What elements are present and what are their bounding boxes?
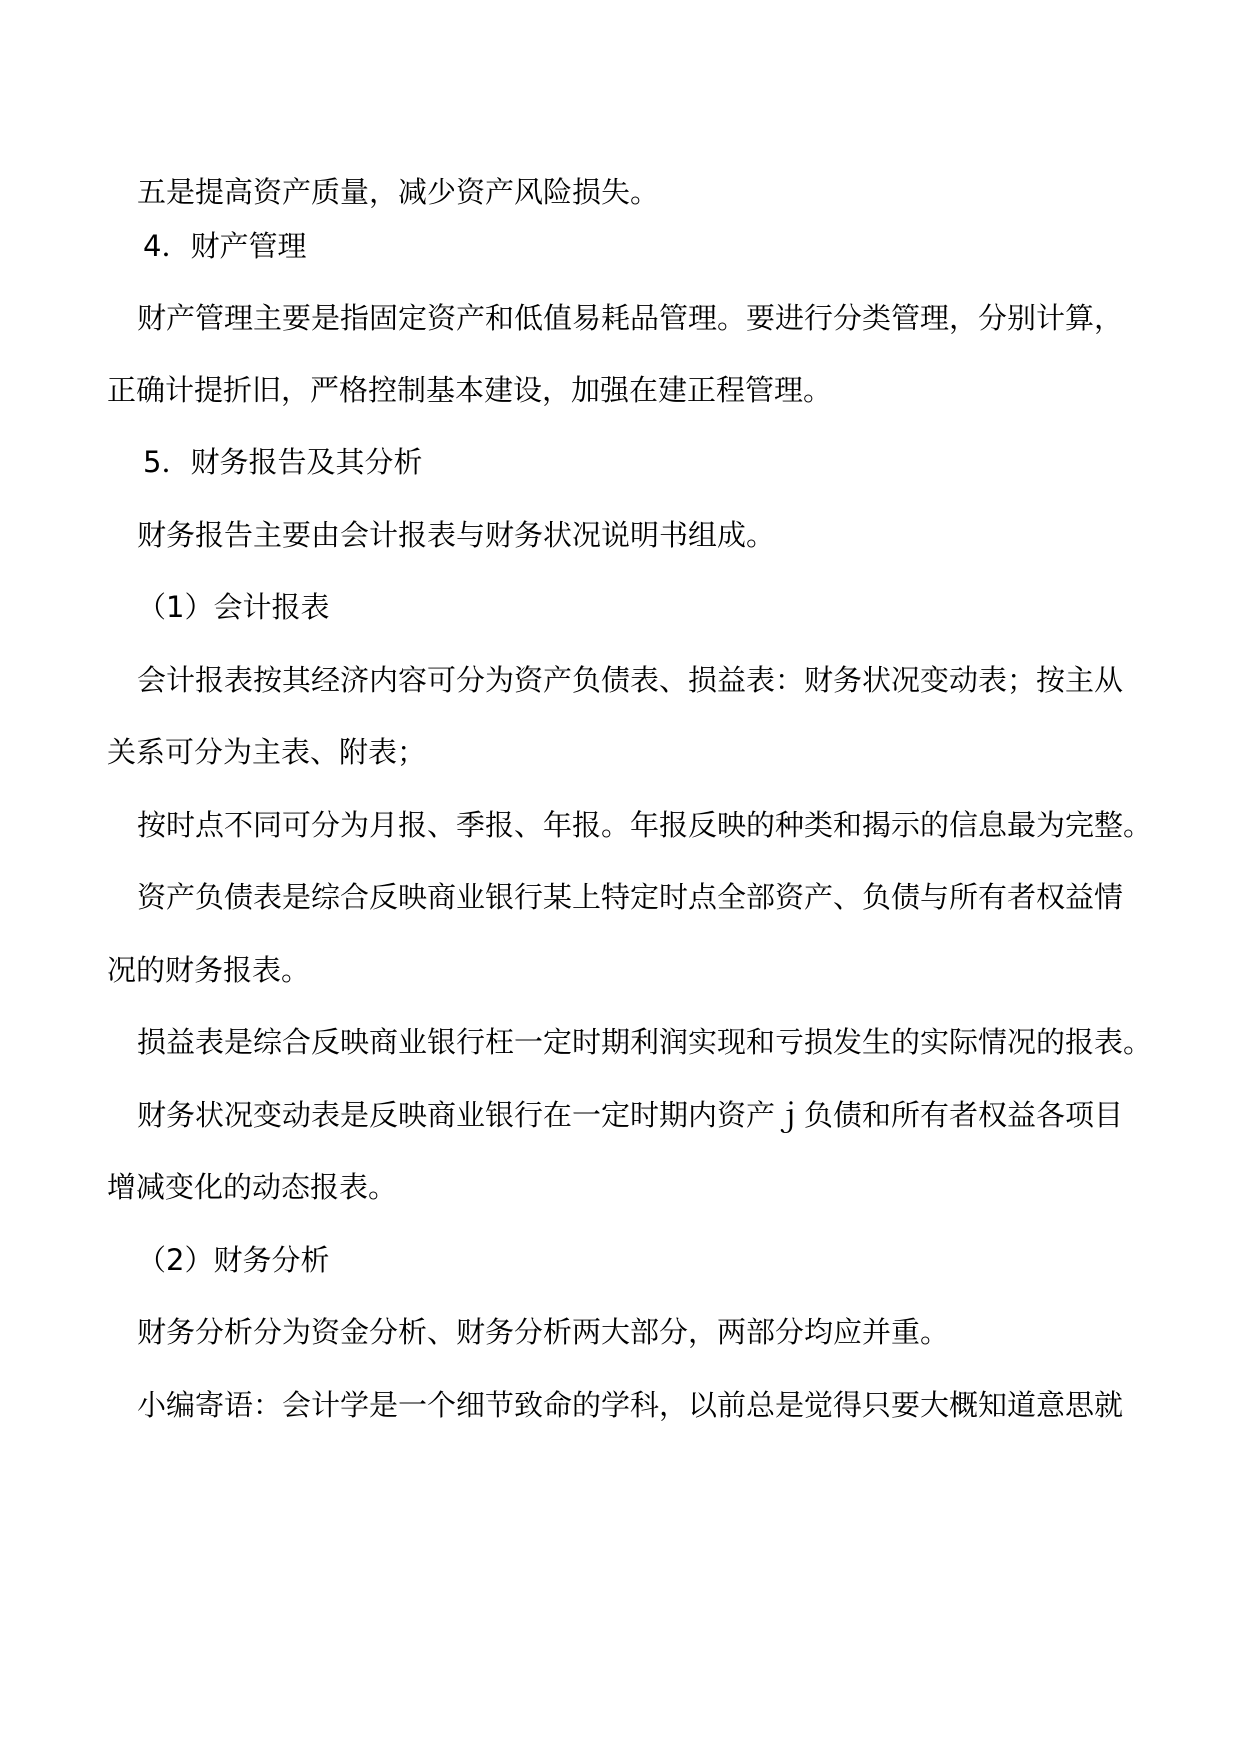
paragraph-line: 五是提高资产质量，减少资产风险损失。 [137, 175, 660, 209]
section-heading: 5．财务报告及其分析 [143, 445, 423, 479]
paragraph-line: 资产负债表是综合反映商业银行某上特定时点全部资产、负债与所有者权益情 [137, 880, 1124, 914]
paragraph-line: 小编寄语：会计学是一个细节致命的学科，以前总是觉得只要大概知道意思就 [137, 1388, 1124, 1422]
paragraph-line: 会计报表按其经济内容可分为资产负债表、损益表：财务状况变动表；按主从 [137, 663, 1124, 697]
subsection-heading: （1）会计报表 [137, 590, 330, 624]
paragraph-line: 财产管理主要是指固定资产和低值易耗品管理。要进行分类管理，分别计算， [137, 301, 1124, 335]
subsection-heading: （2）财务分析 [137, 1243, 330, 1277]
paragraph-line: 关系可分为主表、附表； [107, 735, 427, 769]
paragraph-line: 财务分析分为资金分析、财务分析两大部分，两部分均应并重。 [137, 1315, 950, 1349]
paragraph-line: 按时点不同可分为月报、季报、年报。年报反映的种类和揭示的信息最为完整。 [137, 808, 1153, 842]
paragraph-line: 财务报告主要由会计报表与财务状况说明书组成。 [137, 518, 776, 552]
section-heading: 4．财产管理 [143, 229, 307, 263]
paragraph-line: 财务状况变动表是反映商业银行在一定时期内资产ｊ负债和所有者权益各项目 [137, 1098, 1124, 1132]
paragraph-line: 增减变化的动态报表。 [107, 1170, 398, 1204]
paragraph-line: 正确计提折旧，严格控制基本建设，加强在建正程管理。 [107, 373, 833, 407]
paragraph-line: 损益表是综合反映商业银行枉一定时期利润实现和亏损发生的实际情况的报表。 [137, 1025, 1153, 1059]
paragraph-line: 况的财务报表。 [107, 953, 311, 987]
